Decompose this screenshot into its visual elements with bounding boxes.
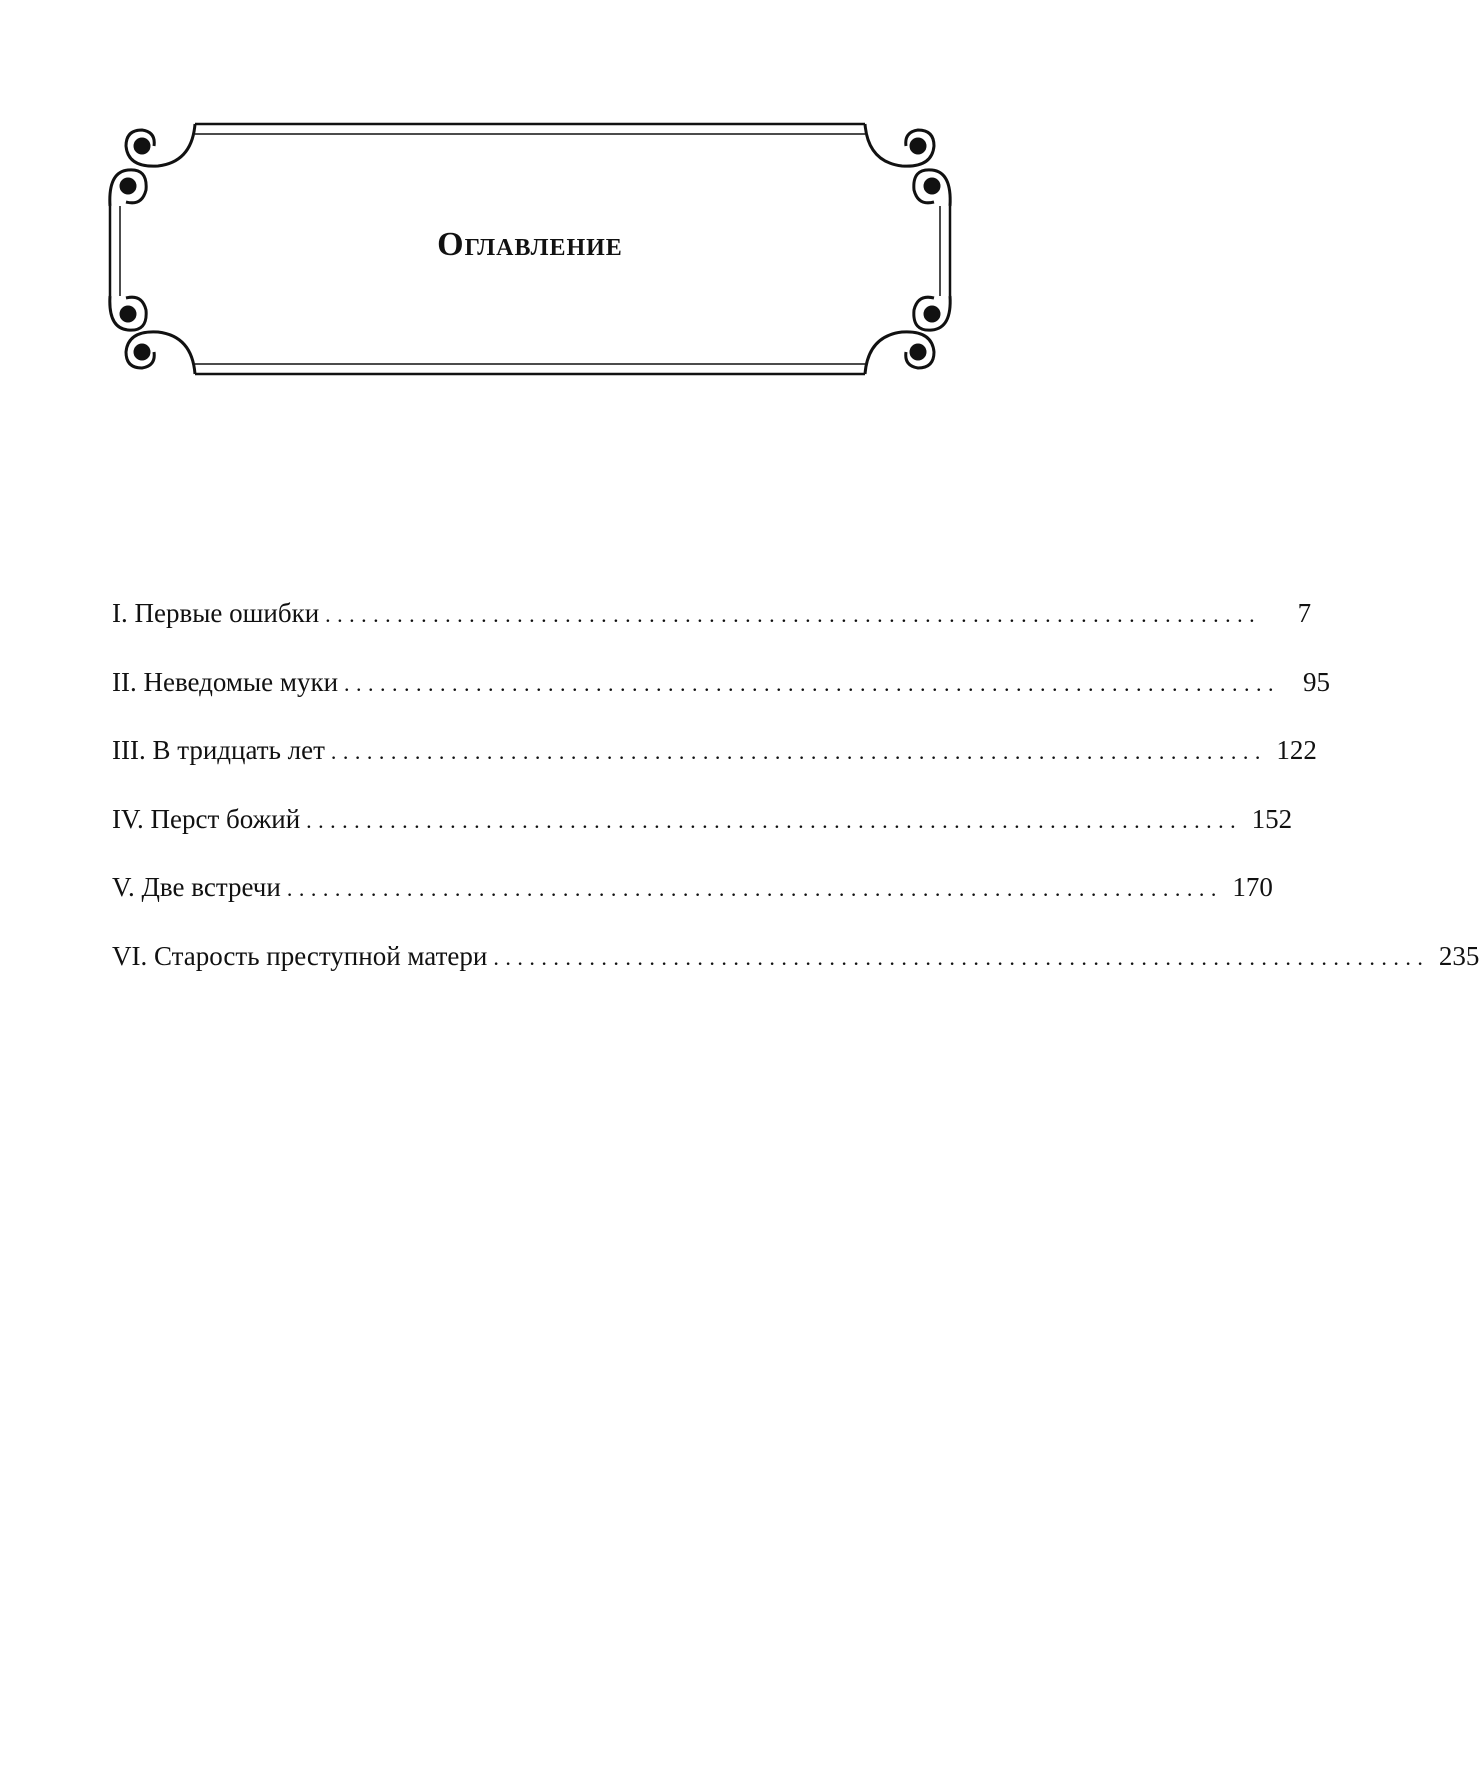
toc-dot-leader: .............................................................................. <box>330 739 1267 764</box>
toc-entry-page: 170 <box>1232 872 1273 902</box>
toc-entry-title: I. Первые ошибки <box>112 598 320 628</box>
toc-entry[interactable] <box>112 940 1479 1012</box>
toc-entry-page: 122 <box>1276 735 1317 765</box>
toc-entry[interactable] <box>112 872 1273 943</box>
table-of-contents <box>112 598 1479 1011</box>
toc-dot-leader: .............................................................................. <box>493 944 1430 970</box>
page-title: Оглавление <box>437 226 623 263</box>
toc-entry-page: 7 <box>1297 598 1312 628</box>
toc-entry-page: 95 <box>1303 666 1331 697</box>
toc-entry-title: II. Неведомые муки <box>112 666 339 697</box>
toc-dot-leader: .............................................................................. <box>306 807 1243 833</box>
toc-entry-page: 235 <box>1438 940 1479 971</box>
toc-entry[interactable] <box>112 666 1331 738</box>
toc-entry[interactable] <box>112 803 1293 875</box>
ornamental-heading-frame <box>100 110 960 390</box>
toc-entry[interactable] <box>112 735 1317 806</box>
toc-dot-leader: .............................................................................. <box>325 602 1262 627</box>
toc-entry-page: 152 <box>1251 803 1293 834</box>
toc-entry-title: V. Две встречи <box>112 872 281 902</box>
toc-entry-title: IV. Перст божий <box>112 803 301 834</box>
toc-entry-title: VI. Старость преступной матери <box>112 940 488 971</box>
toc-dot-leader: .............................................................................. <box>344 670 1281 696</box>
toc-entry-title: III. В тридцать лет <box>112 735 325 765</box>
toc-entry[interactable] <box>112 598 1312 669</box>
toc-dot-leader: .............................................................................. <box>286 876 1223 901</box>
